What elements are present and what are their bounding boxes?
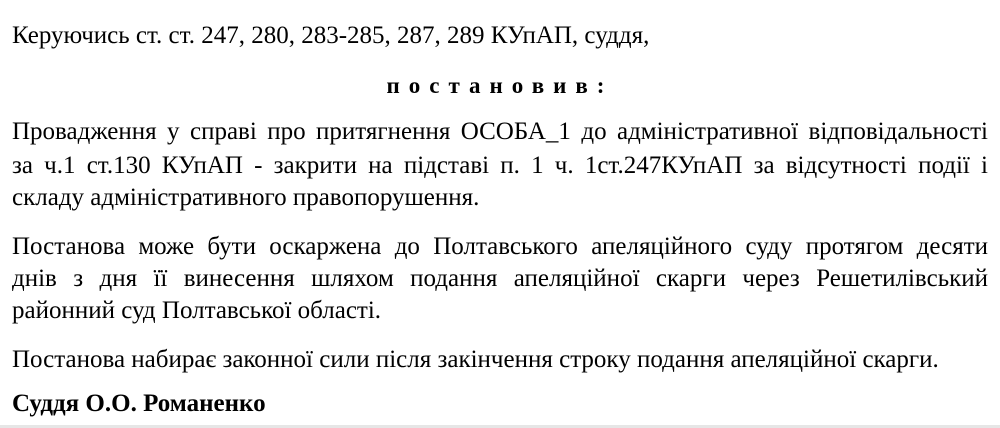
paragraph-1-line-1: Провадження у справі про притягнення ОСОБА_1 до адміністративної відповідальності [12, 118, 988, 145]
paragraph-2-line-1: Постанова може бути оскаржена до Полтавського апеляційного суду протягом десяти [12, 233, 988, 260]
judge-signature: Суддя О.О. Романенко [12, 390, 266, 417]
basis-line: Керуючись ст. ст. 247, 280, 283-285, 287, 289 КУпАП, суддя, [12, 22, 650, 49]
paragraph-1-line-3: складу адміністративного правопорушення. [12, 184, 480, 211]
paragraph-2-line-2: днів з дня її винесення шляхом подання апеляційної скарги через Решетилівський [12, 265, 988, 292]
document-page [12, 0, 988, 428]
resolution-heading: постановив: [386, 73, 614, 98]
paragraph-2-line-3: районний суд Полтавської області. [12, 297, 382, 324]
paragraph-1-line-2: за ч.1 ст.130 КУпАП - закрити на підставі п. 1 ч. 1ст.247КУпАП за відсутності події і [12, 152, 988, 179]
paragraph-3: Постанова набирає законної сили після закінчення строку подання апеляційної скарги. [12, 346, 939, 373]
